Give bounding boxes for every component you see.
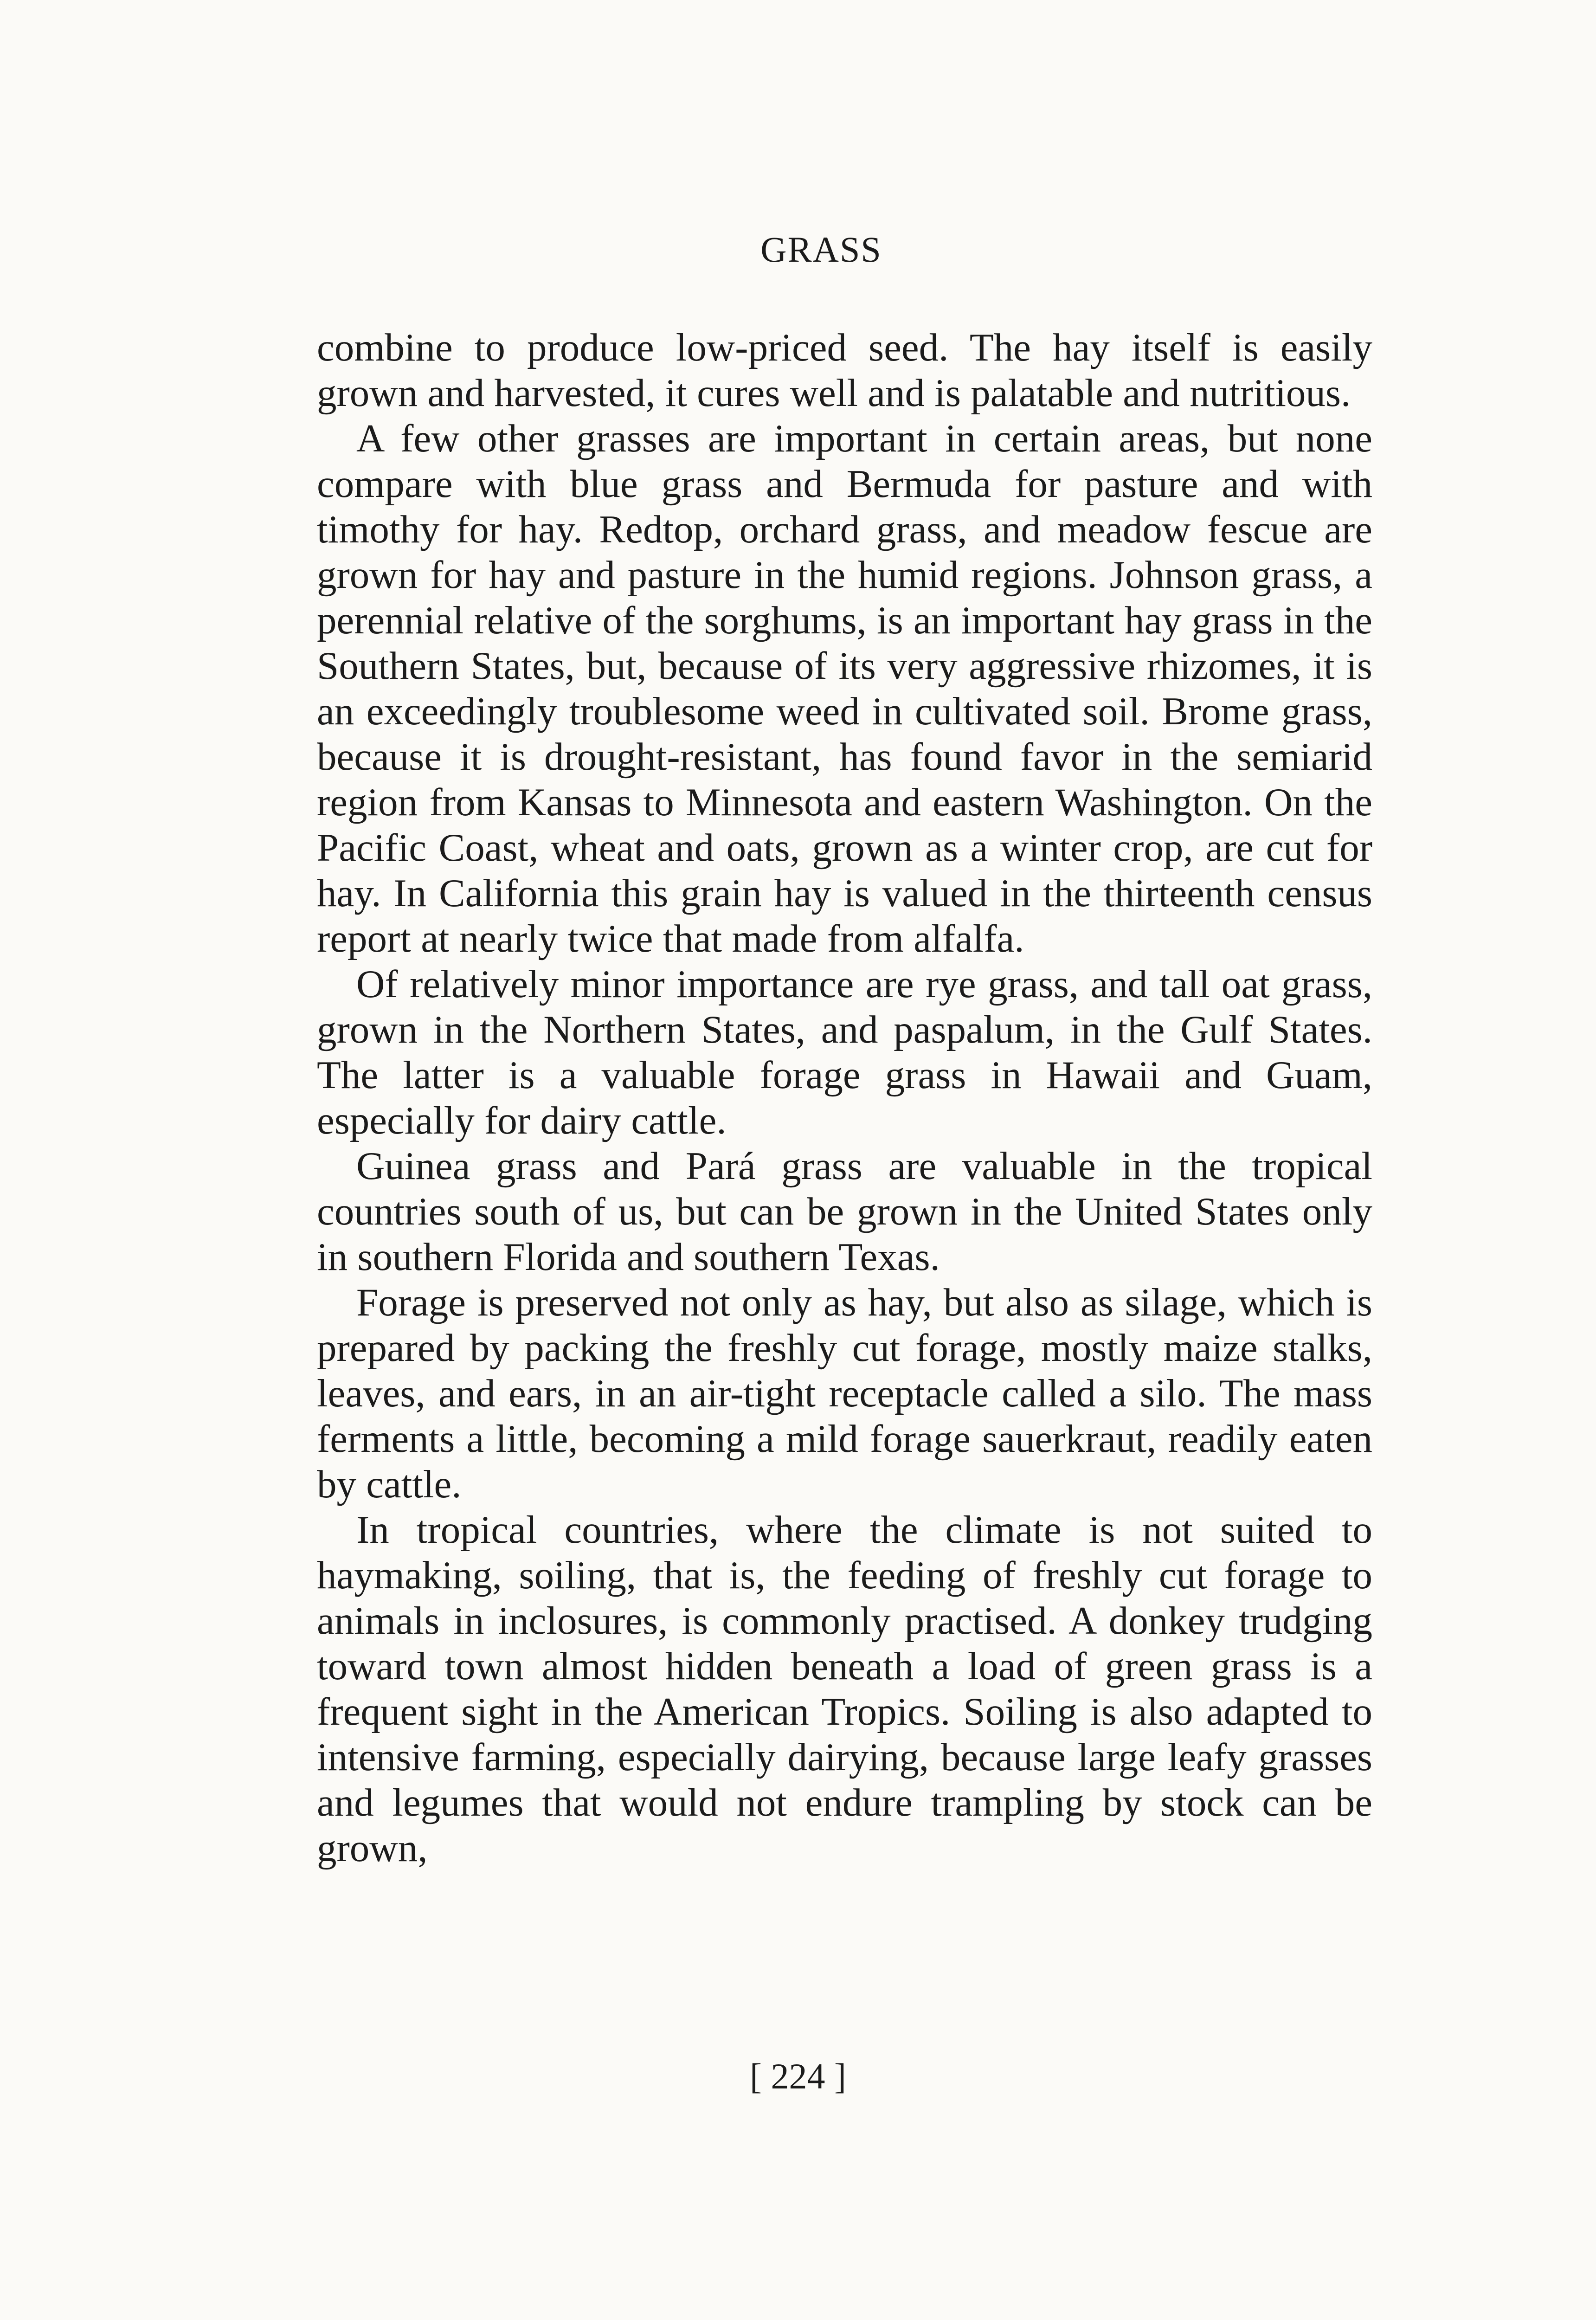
paragraph-4: Guinea grass and Pará grass are valuable in the tropical countries south of us, but can be grown in the United States only in southern Florida and southern Texas. bbox=[317, 1144, 1372, 1279]
paragraph-3: Of relatively minor importance are rye grass, and tall oat grass, grown in the Northern States, and paspalum, in the Gulf States. The latter is a valuable forage grass in Hawaii and Guam, especially for dairy cattle. bbox=[317, 962, 1372, 1142]
paragraph-5: Forage is preserved not only as hay, but also as silage, which is prepared by packing the freshly cut forage, mostly maize stalks, leaves, and ears, in an air-tight receptacle called a silo. The mass ferments a little, becoming a mild forage sauerkraut, readily eaten by cattle. bbox=[317, 1281, 1372, 1506]
paragraph-2: A few other grasses are important in certain areas, but none compare with blue grass and Bermuda for pasture and with timothy for hay. Redtop, orchard grass, and meadow fescue are grown for hay and pasture in the humid regions. Johnson grass, a perennial relative of the sorghums, is an important hay grass in the Southern States, but, because of its very aggressive rhizomes, it is an exceedingly troublesome weed in cultivated soil. Brome grass, because it is drought-resistant, has found favor in the semiarid region from Kansas to Minnesota and eastern Washington. On the Pacific Coast, wheat and oats, grown as a winter crop, are cut for hay. In California this grain hay is valued in the thirteenth census report at nearly twice that made from alfalfa. bbox=[317, 417, 1372, 960]
body-text bbox=[317, 325, 1372, 1871]
page-number: [ 224 ] bbox=[750, 2056, 846, 2096]
paragraph-6: In tropical countries, where the climate is not suited to haymaking, soiling, that is, the feeding of freshly cut forage to animals in inclosures, is commonly practised. A donkey trudging toward town almost hidden beneath a load of green grass is a frequent sight in the American Tropics. Soiling is also adapted to intensive farming, especially dairying, because large leafy grasses and legumes that would not endure trampling by stock can be grown, bbox=[317, 1508, 1372, 1870]
paragraph-1: combine to produce low-priced seed. The hay itself is easily grown and harvested, it cures well and is palatable and nutritious. bbox=[317, 326, 1372, 415]
running-head: GRASS bbox=[760, 229, 882, 270]
